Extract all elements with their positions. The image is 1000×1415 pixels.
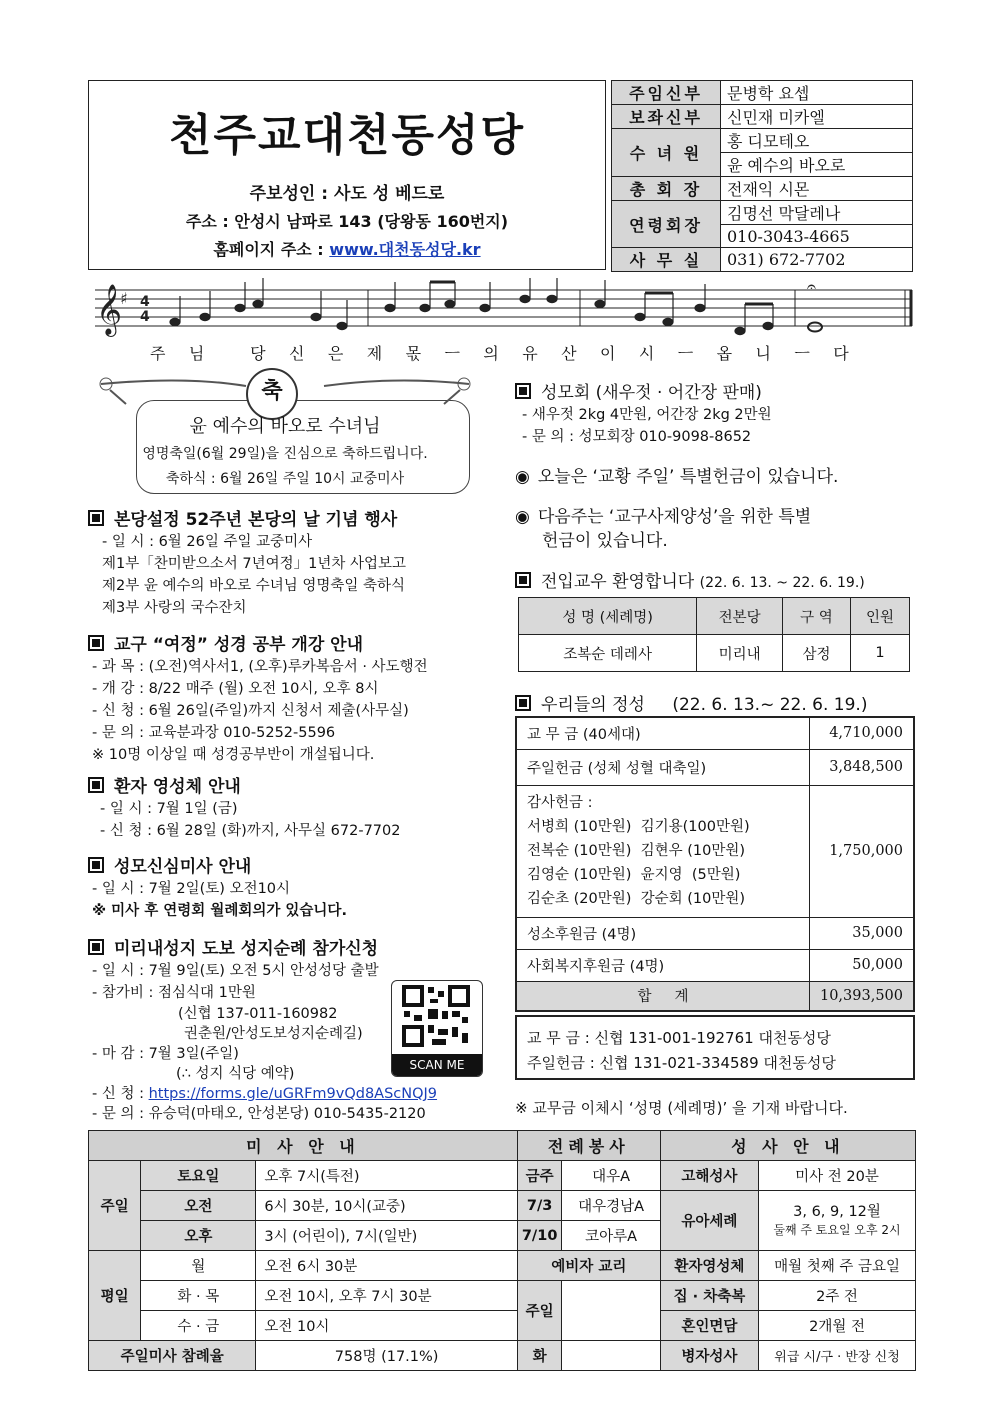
circle-bullet-icon: ◉: [515, 467, 530, 487]
qr-code[interactable]: [391, 980, 483, 1077]
bank-line: 주일헌금 : 신협 131-021-334589 대천동성당: [527, 1054, 836, 1072]
liturgy-date: 7/10: [517, 1221, 562, 1251]
section-line: - 신 청 : https://forms.gle/uGRFm9vQd8AScNQJ9: [92, 1086, 438, 1102]
bank-line: 교 무 금 : 신협 131-001-192761 대천동성당: [527, 1029, 831, 1047]
lyric-syllable: 유: [522, 344, 539, 363]
parish-name: 천주교대천동성당: [168, 110, 526, 161]
bank-note: ※ 교무금 이체시 ‘성명 (세례명)’ 을 기재 바랍니다.: [515, 1099, 848, 1117]
sacrament-label: 환자영성체: [660, 1251, 758, 1281]
offering-total-amount: 10,393,500: [809, 981, 914, 1011]
table-header: 성 명 (세례명): [519, 598, 697, 635]
thanks-title: 감사헌금 :: [527, 795, 593, 811]
schedule-table: [88, 1130, 916, 1371]
pilgrimage-signup-link[interactable]: https://forms.gle/uGRFm9vQd8AScNQJ9: [148, 1086, 438, 1102]
table-row: [516, 981, 914, 1011]
lyrics: [150, 341, 850, 364]
section-line: - 일 시 : 7월 2일(토) 오전10시: [92, 881, 291, 897]
masthead: [88, 80, 606, 270]
staff-role: 총 회 장: [612, 177, 721, 201]
notice-line: ◉ 다음주는 ‘교구사제양성’을 위한 특별: [515, 507, 812, 527]
section-line: - 새우젓 2kg 4만원, 어간장 2kg 2만원: [522, 407, 772, 423]
svg-text:4: 4: [140, 309, 150, 325]
weekday-label: 평일: [89, 1251, 141, 1341]
congrats-line: 영명축일(6월 29일)을 진심으로 축하드립니다.: [142, 446, 428, 462]
section-title: 성모신심미사 안내: [88, 852, 251, 877]
staff-role: 사 무 실: [612, 248, 721, 272]
lyric-syllable: ㅡ: [794, 344, 811, 363]
homepage-line: [89, 237, 605, 260]
mass-time: 오전 10시: [256, 1311, 518, 1341]
sacrament-value: 2개월 전: [759, 1311, 916, 1341]
mass-time: 3시 (어린이), 7시(일반): [256, 1221, 518, 1251]
sunday-label: 주일: [89, 1161, 141, 1251]
section-line: (∴ 성지 식당 예약): [176, 1066, 295, 1082]
music-staff: [90, 278, 915, 340]
lyric-syllable: 의: [483, 344, 500, 363]
lyric-syllable: 몫: [405, 344, 423, 363]
day-label: 화 · 목: [141, 1281, 256, 1311]
qr-code-icon: [392, 981, 480, 1051]
catechumen-label: 예비자 교리: [517, 1251, 660, 1281]
bank-box: [515, 1015, 915, 1080]
lyric-syllable: 다: [833, 344, 850, 363]
staff-value: 전재익 시몬: [721, 177, 913, 201]
sacrament-value: 미사 전 20분: [759, 1161, 916, 1191]
table-cell: 미리내: [697, 635, 783, 672]
patron-line: 주보성인 : 사도 성 베드로: [249, 184, 445, 204]
lyric-syllable: ㅡ: [677, 344, 695, 363]
section-line: - 문 의 : 성모회장 010-9098-8652: [522, 429, 752, 445]
table-header: 구 역: [783, 598, 851, 635]
mass-time: 6시 30분, 10시(교중): [256, 1191, 518, 1221]
thanks-line: 전복순 (10만원) 김현우 (10만원): [527, 843, 746, 859]
mass-time: 오전 10시, 오후 7시 30분: [256, 1281, 518, 1311]
offering-total-label: 합 계: [516, 981, 809, 1011]
day-label: 오전: [141, 1191, 256, 1221]
congrats-line: 축하식 : 6월 26일 주일 10시 교중미사: [165, 471, 405, 487]
sacrament-value: 위급 시/구 · 반장 신청: [759, 1341, 916, 1371]
lyric-syllable: 제: [366, 344, 384, 363]
catechumen-value: [562, 1281, 660, 1341]
section-line: - 마 감 : 7월 3일(주일): [92, 1046, 239, 1062]
lyric-syllable: ㅡ: [444, 344, 461, 363]
square-bullet-icon: [515, 383, 531, 399]
staff-role: 주임신부: [612, 81, 721, 105]
lyric-syllable: 이: [600, 344, 617, 363]
section-line: ※ 미사 후 연령회 월례회의가 있습니다.: [92, 903, 347, 919]
mass-time: 오후 7시(특전): [256, 1161, 518, 1191]
mass-time: 오전 6시 30분: [256, 1251, 518, 1281]
attendance-label: 주일미사 참례율: [89, 1341, 256, 1371]
section-line: (신협 137-011-160982: [178, 1006, 338, 1022]
lyric-syllable: 옵: [716, 344, 734, 363]
notice-line: 헌금이 있습니다.: [542, 531, 668, 551]
lyric-syllable: 니: [755, 344, 772, 363]
catechumen-value: [562, 1341, 660, 1371]
sacrament-header: 성 사 안 내: [660, 1131, 915, 1161]
congrats-name: 윤 예수의 바오로 수녀님: [189, 416, 381, 437]
thanks-line: 김순초 (20만원) 강순회 (10만원): [527, 891, 746, 907]
mass-header: 미 사 안 내: [89, 1131, 518, 1161]
sacrament-label: 병자성사: [660, 1341, 758, 1371]
table-row: [516, 917, 914, 949]
staff-value: 010-3043-4665: [721, 225, 913, 248]
sacrament-label: 유아세례: [660, 1191, 758, 1251]
section-line: - 과 목 : (오전)역사서1, (오후)루카복음서 · 사도행전: [92, 659, 428, 675]
table-row: [516, 949, 914, 981]
section-line: - 참가비 : 점심식대 1만원: [92, 985, 256, 1001]
staff-table: [611, 80, 913, 272]
svg-text:♯: ♯: [120, 289, 128, 308]
staff-value: 문병학 요셉: [721, 81, 913, 105]
section-line: - 일 시 : 6월 26일 주일 교중미사: [102, 534, 313, 550]
section-title: 성모회 (새우젓 · 어간장 판매): [515, 378, 762, 403]
table-row: [516, 749, 914, 785]
section-title: 우리들의 정성 (22. 6. 13.~ 22. 6. 19.): [515, 690, 867, 715]
staff-role: 보좌신부: [612, 105, 721, 129]
lyric-syllable: 산: [561, 344, 578, 363]
square-bullet-icon: [88, 635, 104, 651]
staff-value: 홍 디모테오: [721, 129, 913, 153]
qr-scan-label: SCAN ME: [392, 1054, 482, 1076]
section-title: 환자 영성체 안내: [88, 772, 241, 797]
offering-amount: 1,750,000: [809, 785, 914, 917]
staff-value: 윤 예수의 바오로: [721, 153, 913, 177]
section-line: - 일 시 : 7월 9일(토) 오전 5시 안성성당 출발: [92, 963, 379, 979]
section-title: 전입교우 환영합니다 (22. 6. 13. ~ 22. 6. 19.): [515, 567, 865, 592]
table-row: [516, 785, 914, 917]
day-label: 월: [141, 1251, 256, 1281]
attendance-value: 758명 (17.1%): [256, 1341, 518, 1371]
section-line: - 신 청 : 6월 28일 (화)까지, 사무실 672-7702: [100, 823, 401, 839]
treble-clef-icon: 𝄞: [96, 284, 123, 335]
section-line: - 문 의 : 교육분과장 010-5252-5596: [92, 725, 336, 741]
square-bullet-icon: [88, 777, 104, 793]
staff-role: 연령회장: [612, 201, 721, 248]
sacrament-label: 집 · 차축복: [660, 1281, 758, 1311]
section-line: - 개 강 : 8/22 매주 (월) 오전 10시, 오후 8시: [92, 681, 379, 697]
lyric-syllable: 주: [150, 344, 167, 363]
day-label: 수 · 금: [141, 1311, 256, 1341]
svg-text:4: 4: [140, 294, 150, 310]
staff-role: 수 녀 원: [612, 129, 721, 177]
lyric-syllable: 신: [289, 344, 306, 363]
staff-value: 031) 672-7702: [721, 248, 913, 272]
table-cell: 1: [850, 635, 909, 672]
offering-amount: 3,848,500: [809, 749, 914, 785]
section-line: 제1부「찬미받으소서 7년여정」1년차 사업보고: [102, 556, 407, 572]
offering-amount: 35,000: [809, 917, 914, 949]
section-title: 미리내성지 도보 성지순례 참가신청: [88, 934, 378, 959]
liturgy-date: 금주: [517, 1161, 562, 1191]
table-cell: 조복순 데레사: [519, 635, 697, 672]
section-line: - 문 의 : 유승덕(마태오, 안성본당) 010-5435-2120: [92, 1106, 426, 1122]
notice-line: ◉ 오늘은 ‘교황 주일’ 특별헌금이 있습니다.: [515, 467, 839, 487]
circle-bullet-icon: ◉: [515, 507, 530, 527]
thanks-line: 서병희 (10만원) 김기용(100만원): [527, 819, 750, 835]
liturgy-group: 대우경남A: [562, 1191, 660, 1221]
table-header: 인원: [850, 598, 909, 635]
square-bullet-icon: [88, 939, 104, 955]
sacrament-value: 둘째 주 토요일 오후 2시: [773, 1222, 901, 1237]
table-row: [519, 635, 910, 672]
offering-amount: 50,000: [809, 949, 914, 981]
square-bullet-icon: [88, 857, 104, 873]
sacrament-label: 고해성사: [660, 1161, 758, 1191]
catechumen-day: 화: [517, 1341, 562, 1371]
congrats-seal-icon: 축: [246, 368, 298, 420]
sacrament-label: 혼인면담: [660, 1311, 758, 1341]
offering-amount: 4,710,000: [809, 717, 914, 749]
offering-label: 성소후원금 (4명): [516, 917, 809, 949]
thanks-line: 김영순 (10만원) 윤지영 (5만원): [527, 867, 741, 883]
svg-text:𝄐: 𝄐: [807, 278, 816, 296]
liturgy-header: 전례봉사: [517, 1131, 660, 1161]
address-line: 주소 : 안성시 남파로 143 (당왕동 160번지): [185, 212, 509, 231]
section-title: 교구 “여정” 성경 공부 개강 안내: [88, 630, 363, 655]
offering-label: 교 무 금 (40세대): [516, 717, 809, 749]
staff-value: 김명선 막달레나: [721, 201, 913, 225]
lyric-syllable: 시: [638, 344, 656, 363]
staff-value: 신민재 미카엘: [721, 105, 913, 129]
lyric-syllable: 당: [250, 344, 267, 363]
square-bullet-icon: [515, 572, 531, 588]
sacrament-value: 매월 첫째 주 금요일: [759, 1251, 916, 1281]
day-label: 오후: [141, 1221, 256, 1251]
sacrament-value: 3, 6, 9, 12월: [793, 1203, 881, 1220]
table-header: 전본당: [697, 598, 783, 635]
table-row: [516, 717, 914, 749]
section-line: - 신 청 : 6월 26일(주일)까지 신청서 제출(사무실): [92, 703, 409, 719]
day-label: 토요일: [141, 1161, 256, 1191]
section-line: ※ 10명 이상일 때 성경공부반이 개설됩니다.: [92, 747, 375, 763]
transfer-table: [518, 597, 910, 672]
liturgy-date: 7/3: [517, 1191, 562, 1221]
section-line: 권춘원/안성도보성지순례길): [184, 1026, 363, 1042]
offering-label: 사회복지후원금 (4명): [516, 949, 809, 981]
section-title: 본당설정 52주년 본당의 날 기념 행사: [88, 505, 397, 530]
liturgy-group: 코아루A: [562, 1221, 660, 1251]
offering-table: [515, 716, 915, 1012]
offering-label: 주일헌금 (성체 성혈 대축일): [516, 749, 809, 785]
lyric-syllable: 님: [188, 344, 206, 363]
catechumen-day: 주일: [517, 1281, 562, 1341]
lyric-syllable: 은: [327, 344, 345, 363]
sacrament-value: 2주 전: [759, 1281, 916, 1311]
square-bullet-icon: [88, 510, 104, 526]
homepage-label: 홈페이지 주소 :: [213, 240, 330, 259]
square-bullet-icon: [515, 695, 531, 711]
liturgy-group: 대우A: [562, 1161, 660, 1191]
homepage-link[interactable]: www.대천동성당.kr: [329, 240, 481, 259]
section-line: 제3부 사랑의 국수잔치: [102, 600, 247, 616]
table-cell: 삼정: [783, 635, 851, 672]
section-line: - 일 시 : 7월 1일 (금): [100, 801, 238, 817]
section-line: 제2부 윤 예수의 바오로 수녀님 영명축일 축하식: [102, 578, 406, 594]
